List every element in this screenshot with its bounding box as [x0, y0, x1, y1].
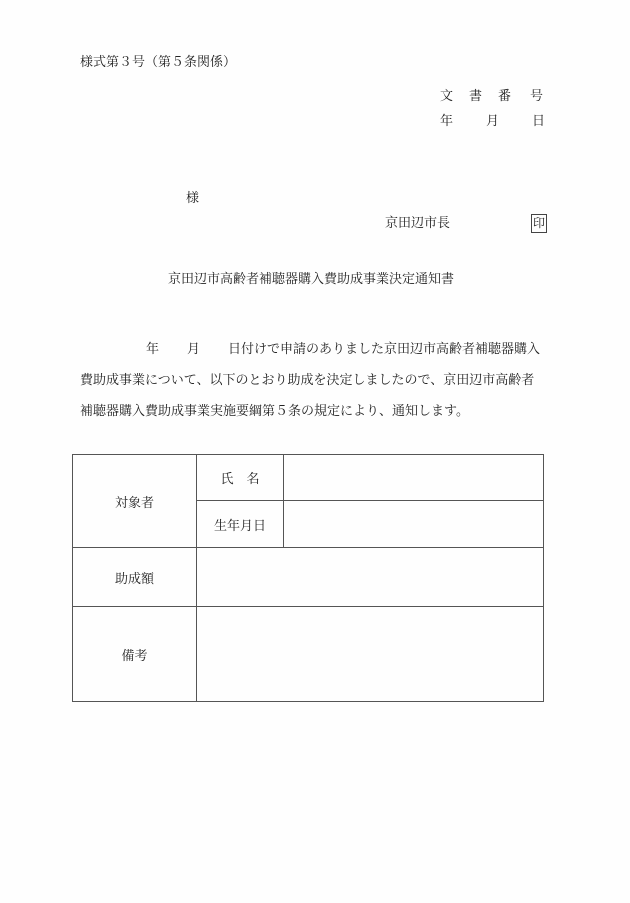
subsidy-table — [72, 454, 544, 702]
issuer-name: 京田辺市長 — [385, 216, 451, 231]
doc-number-char: 文 — [440, 89, 454, 104]
subsidy-amount-label: 助成額 — [73, 548, 197, 607]
doc-number-char: 番 — [498, 89, 512, 104]
body-date-year: 年 — [146, 342, 160, 357]
birthdate-label: 生年月日 — [197, 501, 284, 548]
name-value — [284, 455, 544, 501]
birthdate-value — [284, 501, 544, 548]
target-person-label: 対象者 — [73, 455, 197, 548]
body-line-1: 日付けで申請のありました京田辺市高齢者補聴器購入 — [228, 342, 541, 357]
seal-mark: 印 — [531, 214, 547, 233]
date-day-label: 日 — [532, 114, 546, 129]
document-title: 京田辺市高齢者補聴器購入費助成事業決定通知書 — [168, 272, 455, 287]
doc-number-char: 号 — [530, 89, 544, 104]
body-line-2: 費助成事業について、以下のとおり助成を決定しましたので、京田辺市高齢者 — [80, 373, 535, 388]
body-date-month: 月 — [187, 342, 201, 357]
name-label: 氏 名 — [197, 455, 284, 501]
subsidy-amount-value — [197, 548, 544, 607]
body-line-3: 補聴器購入費助成事業実施要綱第５条の規定により、通知します。 — [80, 404, 469, 419]
remarks-label: 備考 — [73, 607, 197, 702]
date-month-label: 月 — [486, 114, 500, 129]
doc-number-char: 書 — [469, 89, 483, 104]
remarks-value — [197, 607, 544, 702]
form-number: 様式第３号（第５条関係） — [80, 55, 237, 70]
date-year-label: 年 — [440, 114, 454, 129]
addressee-honorific: 様 — [186, 191, 200, 206]
